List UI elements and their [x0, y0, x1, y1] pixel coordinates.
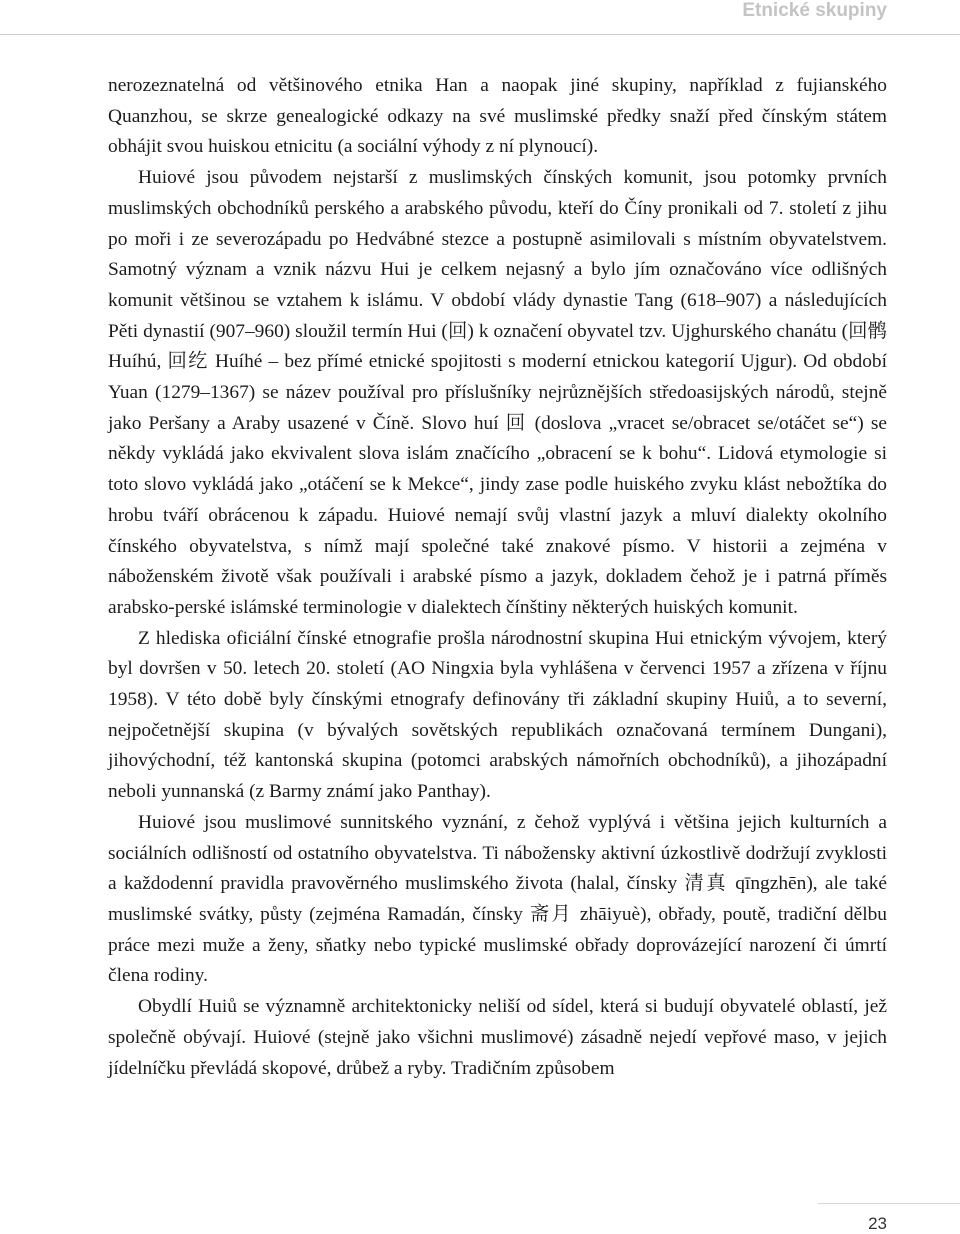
- paragraph-continuation: nerozeznatelná od většinového etnika Han a naopak jiné skupiny, například z fujianského Quanzhou, se skrze genealogické odkazy na své muslimské předky snaží před čínským státem obhájit svou huiskou etnicitu (a sociální výhody z ní plynoucí).: [108, 75, 887, 158]
- paragraph-dwellings: Obydlí Huiů se významně architektonicky neliší od sídel, která si budují obyvatelé oblastí, jež společně obývají. Huiové (stejně jako všichni muslimové) zásadně nejedí vepřové maso, v jejich jídelníčku převládá skopové, drůbež a ryby. Tradičním způsobem: [108, 996, 887, 1079]
- paragraph-religion: Huiové jsou muslimové sunnitského vyznání, z čehož vyplývá i většina jejich kulturních a sociálních odlišností od ostatního obyvatelstva. Ti nábožensky aktivní úzkostlivě dodržují zvyklosti a každodenní pravidla pravověrného muslimského života (halal, čínsky 清真 qīngzhēn), ale také muslimské svátky, půsty (zejména Ramadán, čínsky 斋月 zhāiyuè), obřady, poutě, tradiční dělbu práce mezi muže a ženy, sňatky nebo typické muslimské obřady doprovázející narození či úmrtí člena rodiny.: [108, 811, 887, 987]
- running-header: Etnické skupiny: [742, 0, 887, 21]
- footer-rule: [818, 1203, 960, 1204]
- paragraph-hui-origins: Huiové jsou původem nejstarší z muslimských čínských komunit, jsou potomky prvních muslimských obchodníků perského a arabského původu, kteří do Číny pronikali od 7. století z jihu po moři i ze severozápadu po Hedvábné stezce a postupně asimilovali s místním obyvatelstvem. Samotný význam a vznik názvu Hui je celkem nejasný a bylo jím označováno více odlišných komunit většinou se vztahem k islámu. V období vlády dynastie Tang (618–907) a následujících Pěti dynastií (907–960) sloužil termín Hui (回) k označení obyvatel tzv. Ujghurského chanátu (回鹘 Huíhú, 回纥 Huíhé – bez přímé etnické spojitosti s moderní etnickou kategorií Ujgur). Od období Yuan (1279–1367) se název používal pro příslušníky nejrůznějších středoasijských národů, stejně jako Peršany a Araby usazené v Číně. Slovo huí 回 (doslova „vracet se/obracet se/otáčet se“) se někdy vykládá jako ekvivalent slova islám značícího „obracení se k bohu“. Lidová etymologie si toto slovo vykládá jako „otáčení se k Mekce“, jindy zase podle huiského zvyku klást nebožtíka do hrobu tváří obrácenou k západu. Huiové nemají svůj vlastní jazyk a mluví dialekty okolního čínského obyvatelstva, s nímž mají společné také znakové písmo. V historii a zejména v náboženském životě však používali i arabské písmo a jazyk, dokladem čehož je i patrná příměs arabsko-perské islámské terminologie v dialektech čínštiny některých huiských komunit.: [108, 167, 887, 618]
- paragraph-ethnography: Z hlediska oficiální čínské etnografie prošla národnostní skupina Hui etnickým vývojem, který byl dovršen v 50. letech 20. století (AO Ningxia byla vyhlášena v červenci 1957 a zřízena v říjnu 1958). V této době byly čínskými etnografy definovány tři základní skupiny Huiů, a to severní, nejpočetnější skupina (v bývalých sovětských republikách označovaná termínem Dungani), jihovýchodní, též kantonská skupina (potomci arabských námořních obchodníků), a jihozápadní neboli yunnanská (z Barmy známí jako Panthay).: [108, 627, 887, 803]
- body-text: [108, 71, 887, 1084]
- header-rule: [0, 34, 960, 35]
- page-number: 23: [868, 1214, 887, 1233]
